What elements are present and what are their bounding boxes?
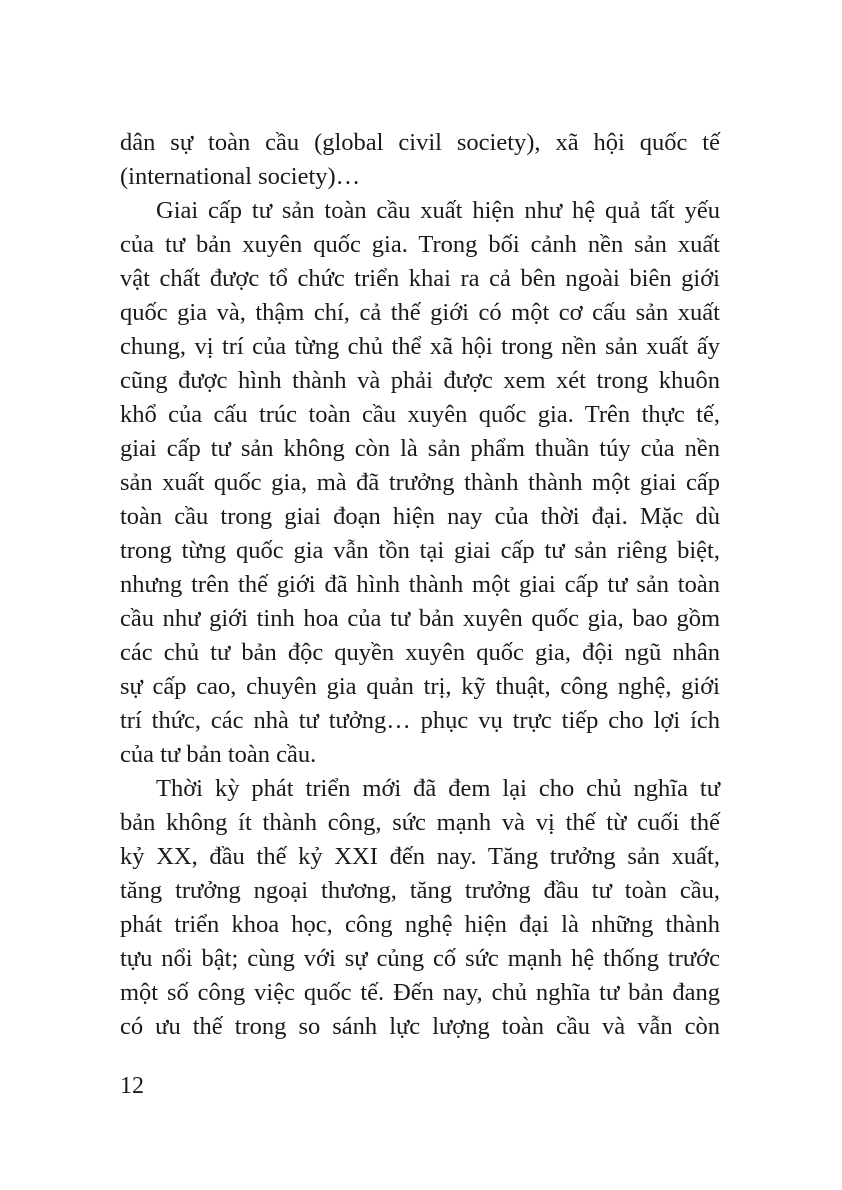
text-line: nhưng trên thế giới đã hình thành một giai cấp tư sản toàn (120, 571, 720, 598)
text-line: một số công việc quốc tế. Đến nay, chủ nghĩa tư bản đang (120, 979, 720, 1006)
text-line: Thời kỳ phát triển mới đã đem lại cho chủ nghĩa tư (156, 775, 720, 802)
text-line: toàn cầu trong giai đoạn hiện nay của thời đại. Mặc dù (120, 503, 720, 530)
text-line: quốc gia và, thậm chí, cả thế giới có một cơ cấu sản xuất (120, 299, 720, 326)
text-line: tựu nổi bật; cùng với sự củng cố sức mạnh hệ thống trước (120, 945, 720, 972)
text-line: vật chất được tổ chức triển khai ra cả bên ngoài biên giới (120, 265, 720, 292)
text-line: có ưu thế trong so sánh lực lượng toàn cầu và vẫn còn (120, 1013, 720, 1040)
text-line: bản không ít thành công, sức mạnh và vị thế từ cuối thế (120, 809, 720, 836)
text-line: sự cấp cao, chuyên gia quản trị, kỹ thuật, công nghệ, giới (120, 673, 720, 700)
page-number: 12 (120, 1073, 144, 1099)
text-line: tăng trưởng ngoại thương, tăng trưởng đầu tư toàn cầu, (120, 877, 720, 904)
paragraph (120, 194, 720, 772)
text-line: của tư bản xuyên quốc gia. Trong bối cảnh nền sản xuất (120, 231, 720, 258)
text-line: (international society)… (120, 163, 361, 190)
text-line: trí thức, các nhà tư tưởng… phục vụ trực tiếp cho lợi ích (120, 707, 720, 734)
text-line: khổ của cấu trúc toàn cầu xuyên quốc gia. Trên thực tế, (120, 401, 720, 428)
page-body (120, 126, 720, 1044)
text-line: cũng được hình thành và phải được xem xét trong khuôn (120, 367, 720, 394)
text-line: chung, vị trí của từng chủ thể xã hội trong nền sản xuất ấy (120, 333, 720, 360)
text-line: dân sự toàn cầu (global civil society), xã hội quốc tế (120, 129, 720, 156)
text-line: trong từng quốc gia vẫn tồn tại giai cấp tư sản riêng biệt, (120, 537, 720, 564)
text-line: các chủ tư bản độc quyền xuyên quốc gia, đội ngũ nhân (120, 639, 720, 666)
text-line: giai cấp tư sản không còn là sản phẩm thuần túy của nền (120, 435, 720, 462)
text-line: Giai cấp tư sản toàn cầu xuất hiện như hệ quả tất yếu (156, 197, 720, 224)
text-line: của tư bản toàn cầu. (120, 741, 317, 768)
paragraph (120, 772, 720, 1044)
text-line: phát triển khoa học, công nghệ hiện đại là những thành (120, 911, 720, 938)
text-line: sản xuất quốc gia, mà đã trưởng thành thành một giai cấp (120, 469, 720, 496)
paragraph (120, 126, 720, 194)
text-line: kỷ XX, đầu thế kỷ XXI đến nay. Tăng trưởng sản xuất, (120, 843, 720, 870)
text-line: cầu như giới tinh hoa của tư bản xuyên quốc gia, bao gồm (120, 605, 720, 632)
